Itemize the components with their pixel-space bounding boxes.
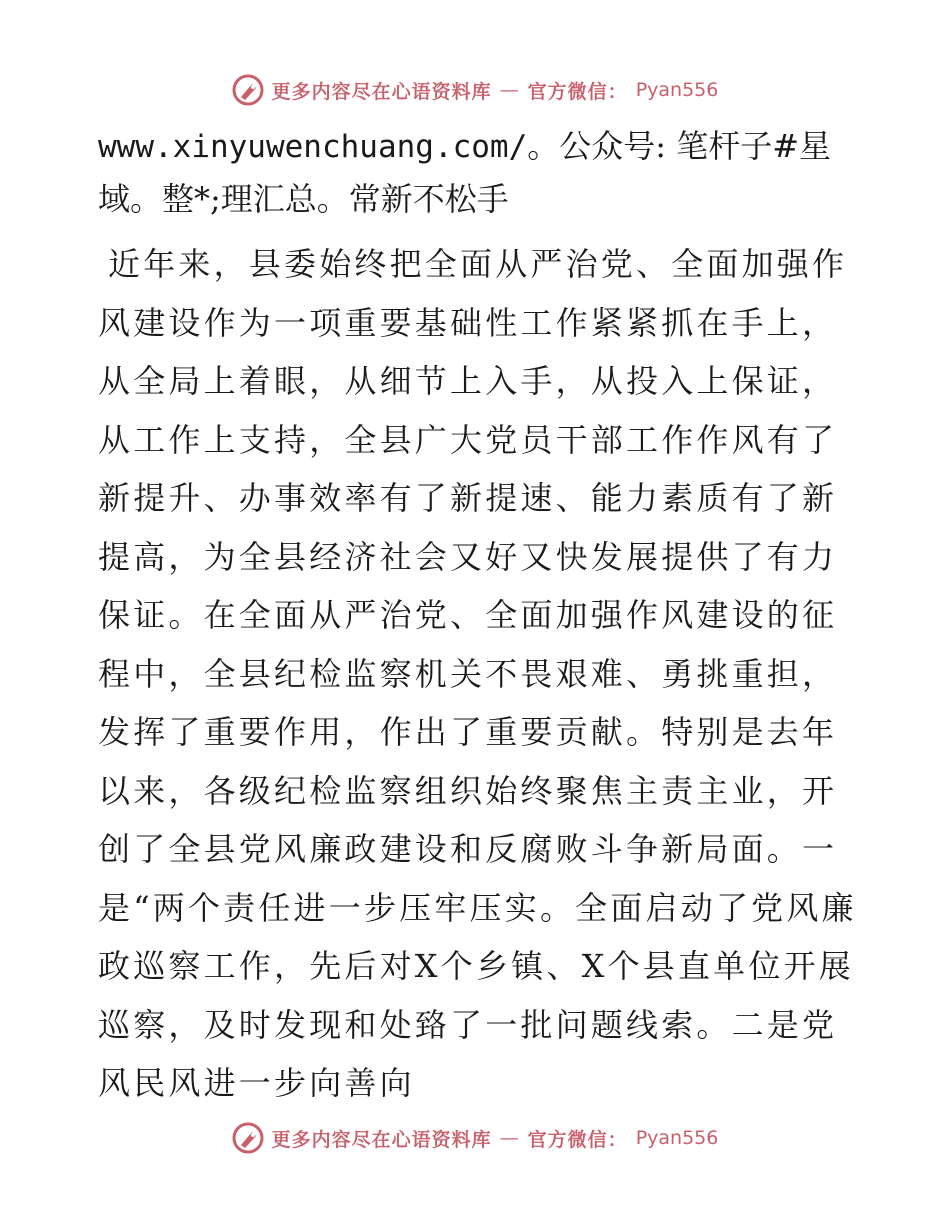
banner-title: 更多内容尽在心语资料库 <box>271 80 492 103</box>
pen-nib-logo-icon <box>232 74 264 106</box>
footer-banner <box>0 1116 950 1160</box>
banner-dash: — <box>499 1127 520 1149</box>
pen-nib-logo-icon <box>232 1122 264 1154</box>
document-content <box>98 120 858 1113</box>
source-url: www.xinyuwenchuang.com/ <box>98 129 528 165</box>
header-banner <box>0 68 950 112</box>
banner-wechat-id: Pyan556 <box>635 1127 719 1149</box>
banner-dash: — <box>499 79 520 101</box>
body-paragraph: 近年来，县委始终把全面从严治党、全面加强作风建设作为一项重要基础性工作紧紧抓在手上，从全局上着眼，从细节上入手，从投入上保证，从工作上支持，全县广大党员干部工作作风有了新提升、办事效率有了新提速、能力素质有了新提高，为全县经济社会又好又快发展提供了有力保证。在全面从严治党、全面加强作风建设的征程中，全县纪检监察机关不畏艰难、勇挑重担，发挥了重要作用，作出了重要贡献。特别是去年以来，各级纪检监察组织始终聚焦主责主业，开创了全县党风廉政建设和反腐败斗争新局面。一是“两个责任进一步压牢压实。全面启动了党风廉政巡察工作，先后对X个乡镇、X个县直单位开展巡察，及时发现和处臵了一批问题线索。二是党风民风进一步向善向 <box>98 245 857 1102</box>
banner-label: 官方微信： <box>527 80 628 103</box>
source-note-text: 。公众号: 笔杆子#星域。整*;理汇总。常新不松手 <box>98 127 832 218</box>
source-note <box>98 120 858 225</box>
banner-label: 官方微信： <box>527 1128 628 1151</box>
banner-wechat-id: Pyan556 <box>635 79 719 101</box>
banner-title: 更多内容尽在心语资料库 <box>271 1128 492 1151</box>
